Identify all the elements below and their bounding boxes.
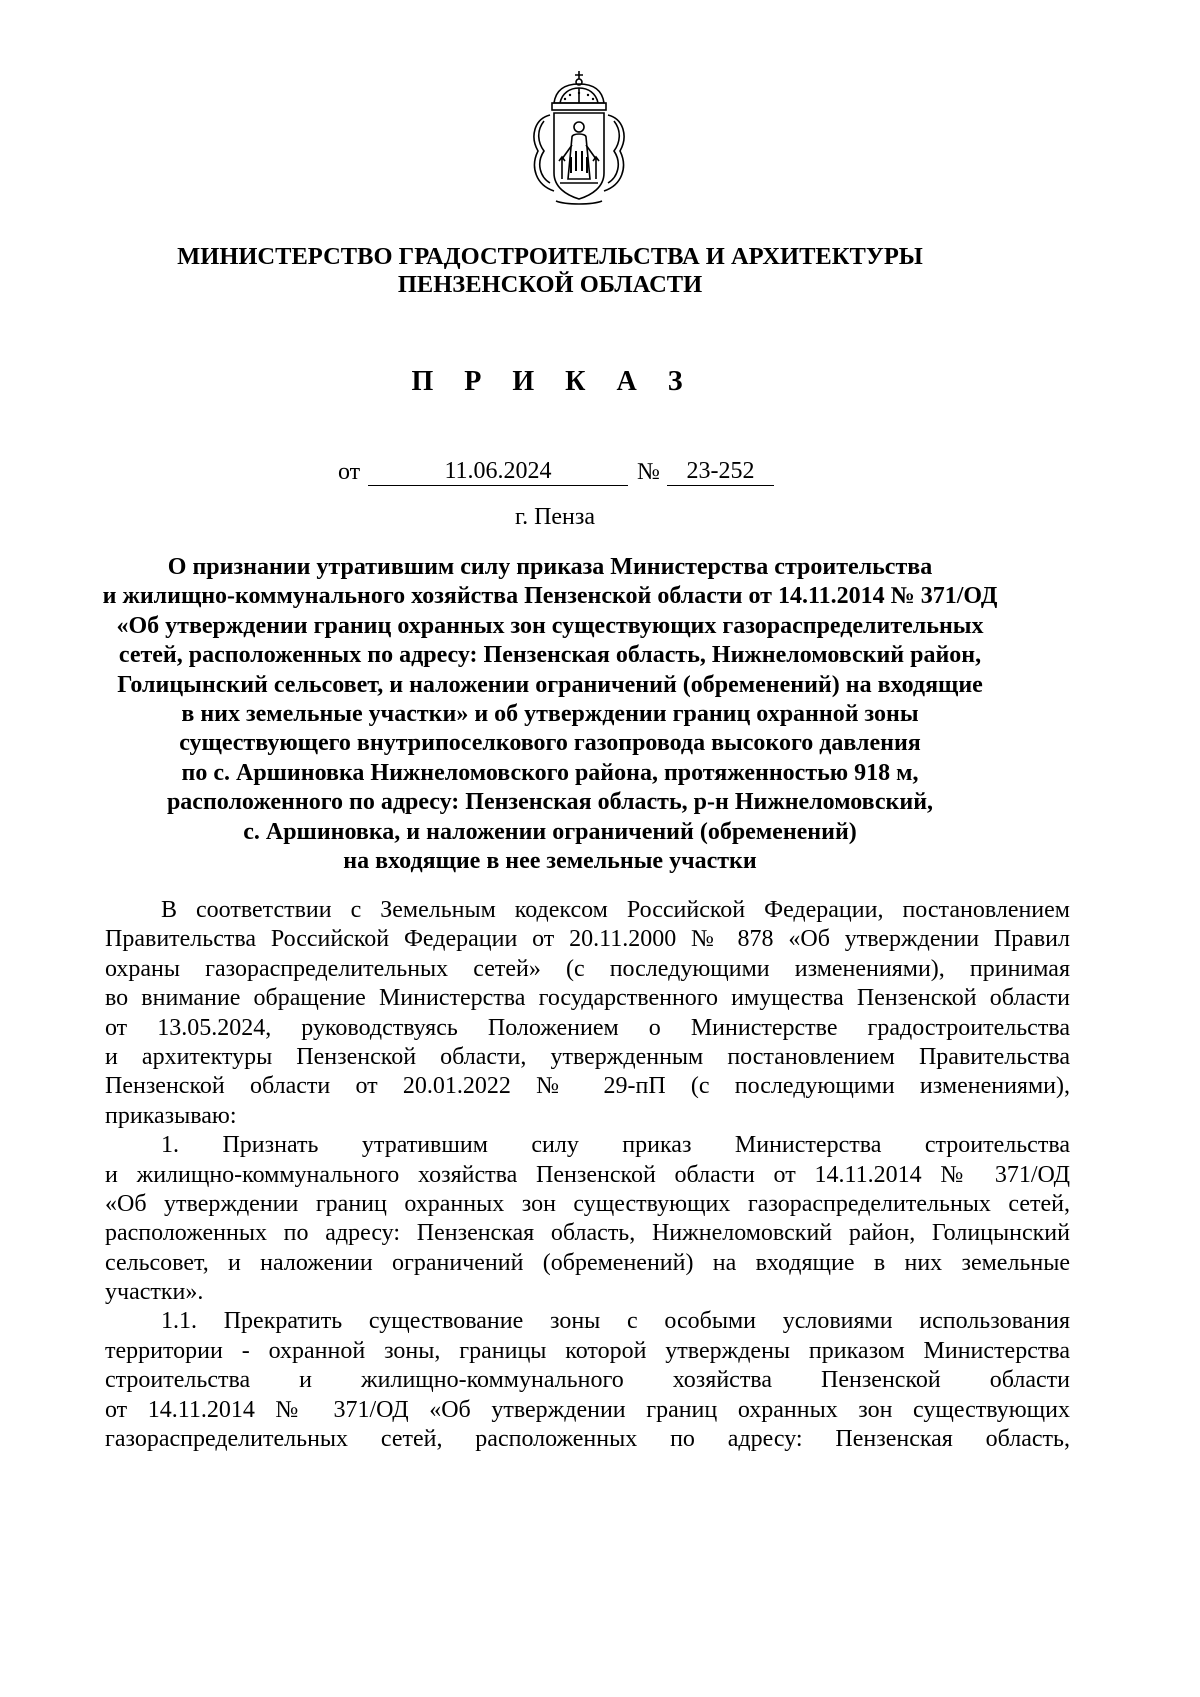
body-line: В соответствии с Земельным кодексом Российской Федерации, постановлением bbox=[161, 897, 1070, 923]
ministry-name bbox=[0, 243, 1100, 299]
date-label: от bbox=[338, 459, 361, 485]
body-line: 1.1. Прекратить существование зоны с особыми условиями использования bbox=[161, 1308, 1070, 1335]
subject-line: сетей, расположенных по адресу: Пензенская область, Нижнеломовский район, bbox=[118, 642, 982, 669]
body-line: Правительства Российской Федерации от 20.11.2000 № 878 «Об утверждении Правил bbox=[105, 926, 1070, 953]
ministry-name-line-1: МИНИСТЕРСТВО ГРАДОСТРОИТЕЛЬСТВА И АРХИТЕКТУРЫ bbox=[177, 243, 923, 270]
subject-line: О признании утратившим силу приказа Министерства строительства bbox=[167, 554, 933, 580]
body-line: территории - охранной зоны, границы которой утверждены приказом Министерства bbox=[105, 1337, 1070, 1364]
body-line: от 14.11.2014 № 371/ОД «Об утверждении границ охранных зон существующих bbox=[105, 1396, 1070, 1423]
subject-line: «Об утверждении границ охранных зон существующих газораспределительных bbox=[116, 612, 984, 639]
document-type-title: П Р И К А З bbox=[411, 366, 695, 397]
body-line: приказываю: bbox=[105, 1102, 237, 1129]
subject-line: существующего внутрипоселкового газопровода высокого давления bbox=[179, 730, 921, 757]
subject-line: по с. Аршиновка Нижнеломовского района, протяженностью 918 м, bbox=[181, 759, 919, 786]
body-line: охраны газораспределительных сетей» (с последующими изменениями), принимая bbox=[105, 955, 1070, 982]
body-line: и жилищно-коммунального хозяйства Пензенской области от 14.11.2014 № 371/ОД bbox=[105, 1161, 1070, 1188]
body-line: газораспределительных сетей, расположенных по адресу: Пензенская область, bbox=[105, 1426, 1070, 1453]
body-line: во внимание обращение Министерства государственного имущества Пензенской области bbox=[105, 985, 1070, 1012]
body-line: сельсовет, и наложении ограничений (обременений) на входящие в них земельные bbox=[105, 1249, 1070, 1276]
city-line: г. Пенза bbox=[514, 504, 596, 530]
order-body bbox=[105, 896, 1070, 1454]
order-subject-title bbox=[60, 553, 1040, 876]
subject-line: с. Аршиновка, и наложении ограничений (обременений) bbox=[243, 818, 857, 845]
body-line: 1. Признать утратившим силу приказ Министерства строительства bbox=[161, 1132, 1070, 1159]
subject-line: в них земельные участки» и об утверждении границ охранной зоны bbox=[181, 701, 919, 728]
body-line: строительства и жилищно-коммунального хозяйства Пензенской области bbox=[105, 1367, 1070, 1394]
body-line: от 13.05.2024, руководствуясь Положением о Министерстве градостроительства bbox=[105, 1014, 1070, 1041]
penza-region-coat-of-arms-icon bbox=[520, 67, 638, 207]
subject-line: Голицынский сельсовет, и наложении ограничений (обременений) на входящие bbox=[117, 671, 983, 698]
order-date: 11.06.2024 bbox=[368, 457, 628, 486]
body-line: и архитектуры Пензенской области, утвержденным постановлением Правительства bbox=[105, 1043, 1070, 1070]
body-line: расположенных по адресу: Пензенская область, Нижнеломовский район, Голицынский bbox=[105, 1220, 1070, 1247]
number-label: № bbox=[637, 459, 660, 485]
subject-line: и жилищно-коммунального хозяйства Пензенской области от 14.11.2014 № 371/ОД bbox=[102, 583, 998, 610]
order-number: 23-252 bbox=[667, 457, 774, 486]
date-number-line bbox=[0, 457, 1100, 487]
subject-line: на входящие в нее земельные участки bbox=[343, 848, 757, 875]
ministry-name-line-2: ПЕНЗЕНСКОЙ ОБЛАСТИ bbox=[397, 271, 703, 298]
body-line: «Об утверждении границ охранных зон существующих газораспределительных сетей, bbox=[105, 1190, 1070, 1217]
body-line: Пензенской области от 20.01.2022 № 29-пП (с последующими изменениями), bbox=[105, 1073, 1070, 1100]
body-line: участки». bbox=[105, 1279, 204, 1306]
subject-line: расположенного по адресу: Пензенская область, р-н Нижнеломовский, bbox=[166, 789, 934, 816]
